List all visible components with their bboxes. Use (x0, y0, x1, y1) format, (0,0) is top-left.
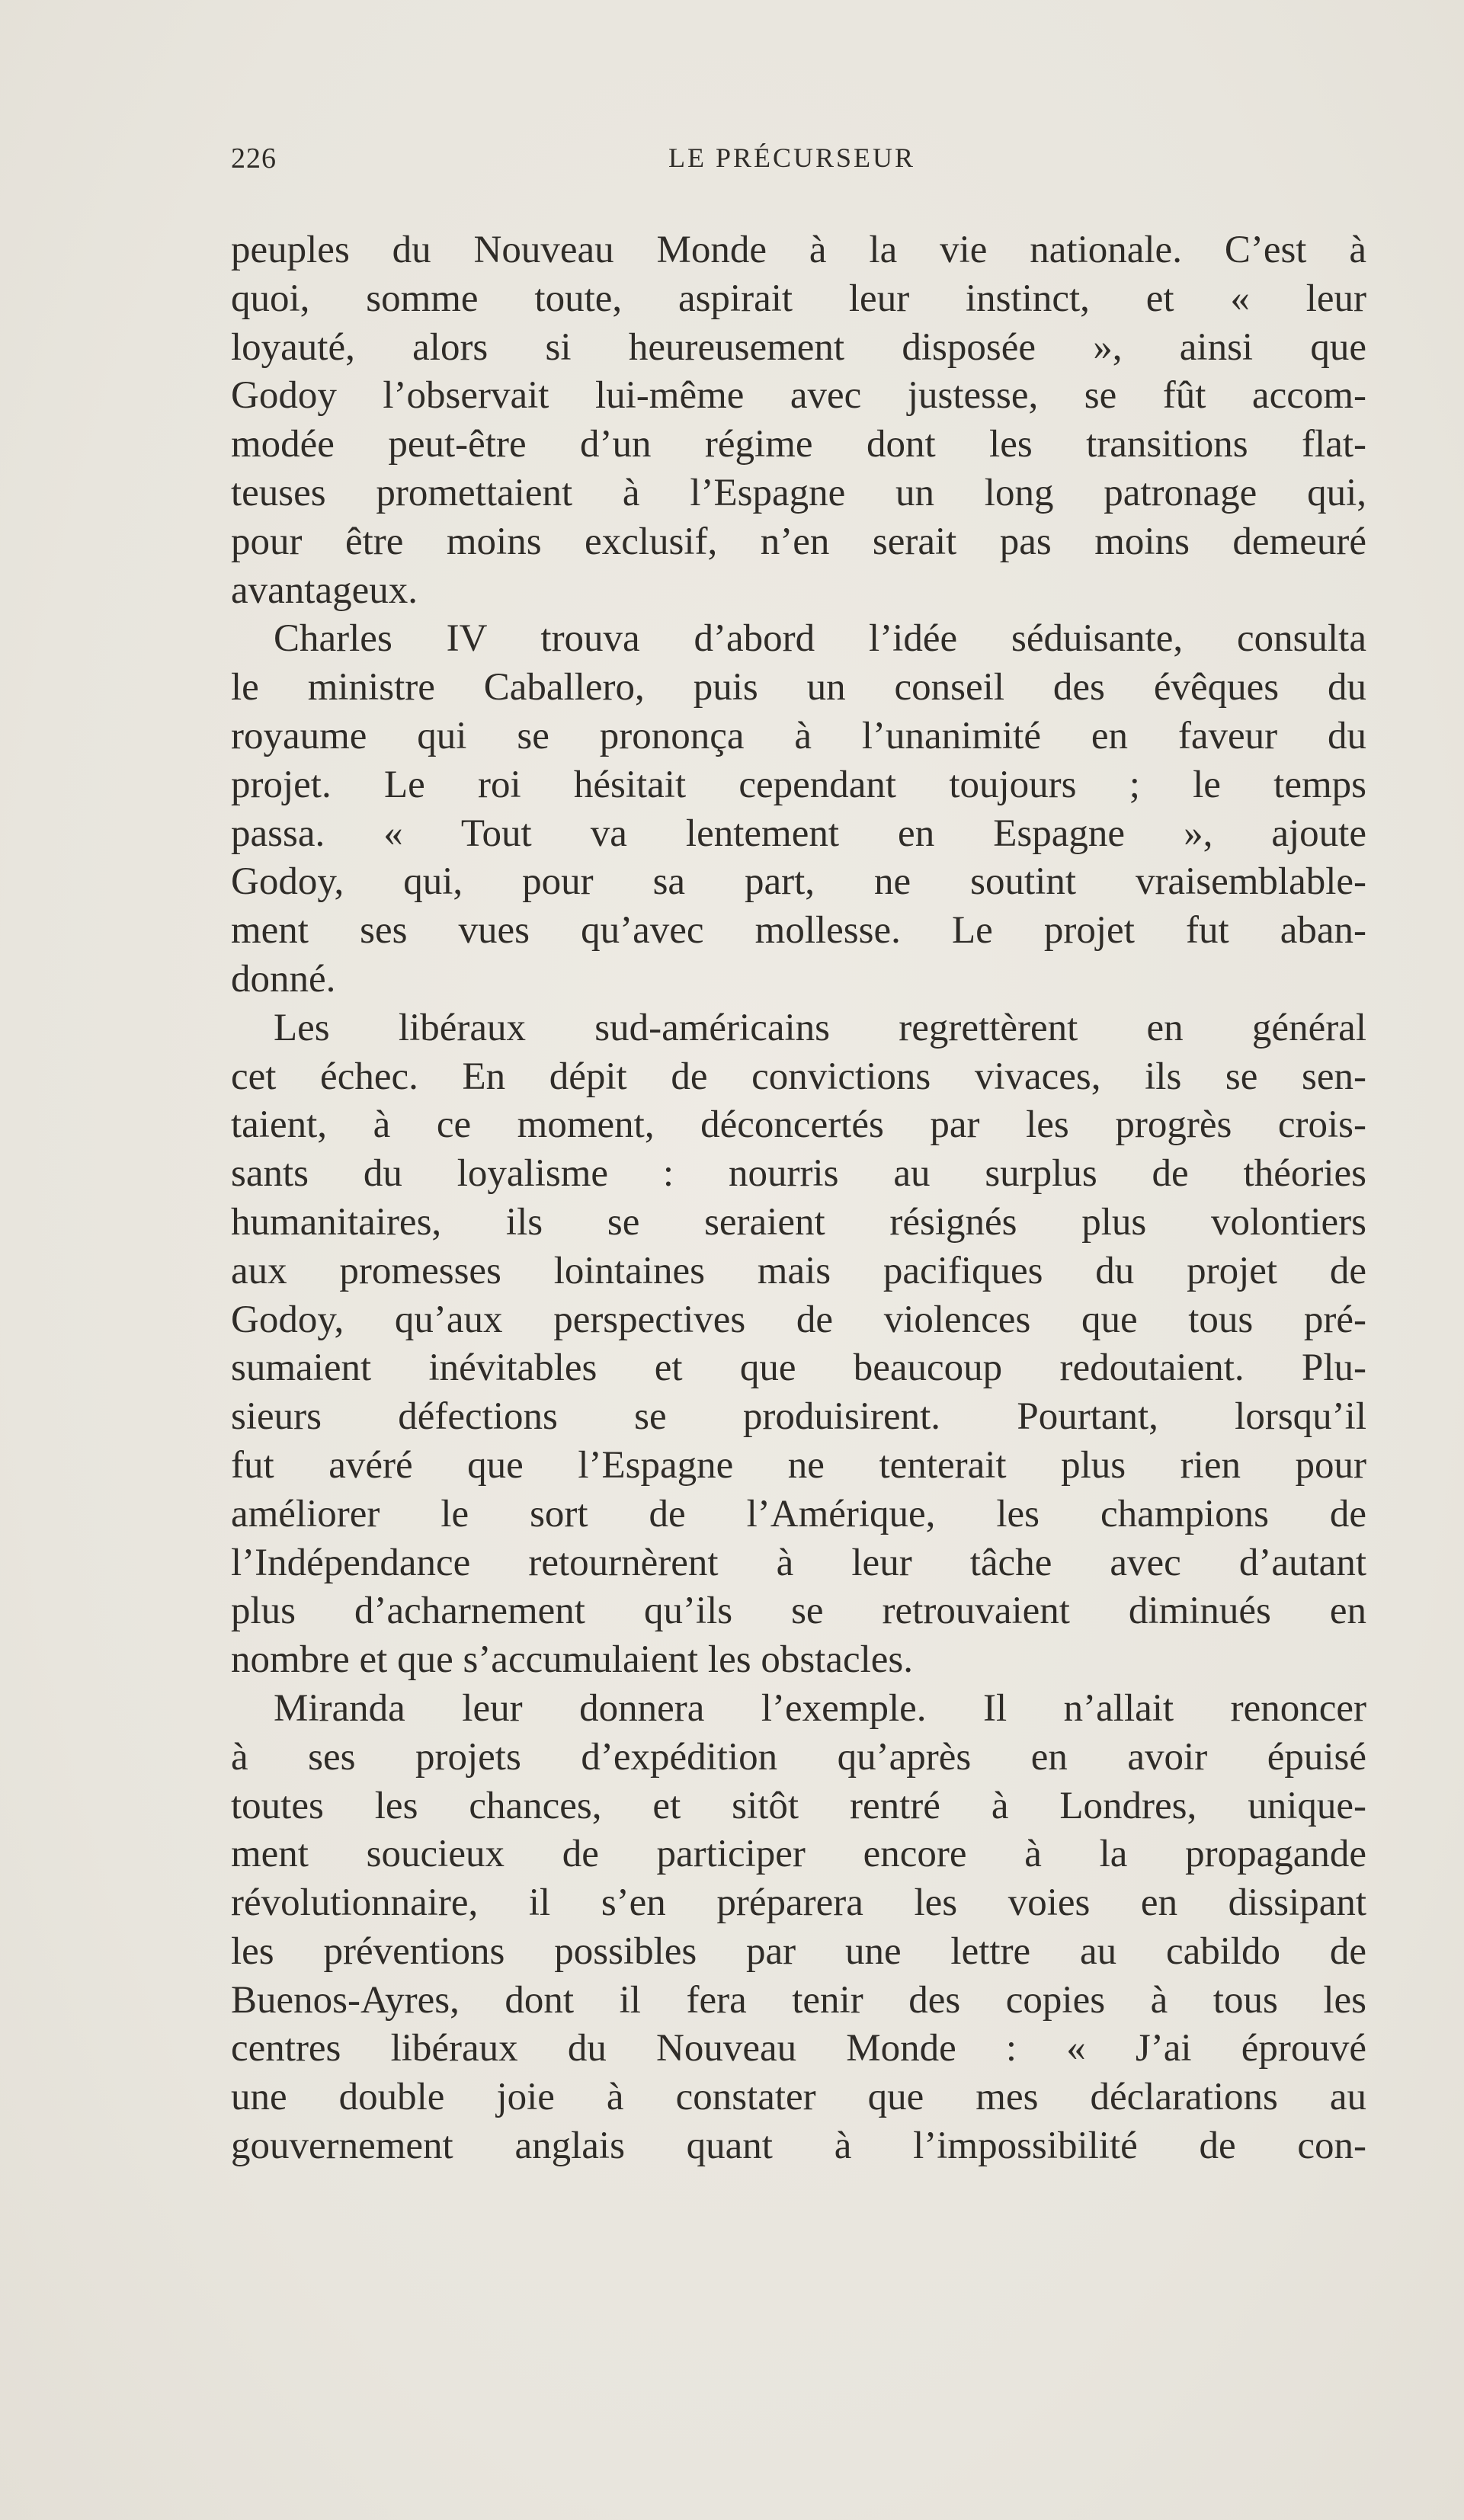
text-line: Miranda leur donnera l’exemple. Il n’allait renoncer (274, 1686, 1366, 1730)
text-line: fut avéré que l’Espagne ne tenterait plus rien pour (231, 1443, 1366, 1487)
text-line: projet. Le roi hésitait cependant toujours ; le temps (231, 763, 1366, 806)
text-line: nombre et que s’accumulaient les obstacles. (231, 1638, 914, 1682)
text-line: améliorer le sort de l’Amérique, les champions de (231, 1492, 1366, 1535)
text-line: les préventions possibles par une lettre au cabildo de (231, 1929, 1366, 1973)
text-line: Buenos-Ayres, dont il fera tenir des copies à tous les (231, 1978, 1366, 2022)
text-line: centres libéraux du Nouveau Monde : « J’ai éprouvé (231, 2027, 1366, 2070)
text-line: taient, à ce moment, déconcertés par les progrès crois- (231, 1103, 1366, 1147)
body-text (231, 226, 1366, 2171)
text-line: révolutionnaire, il s’en préparera les voies en dissipant (231, 1881, 1366, 1925)
text-line: Charles IV trouva d’abord l’idée séduisante, consulta (274, 617, 1366, 661)
page-number: 226 (231, 142, 277, 175)
text-line: plus d’acharnement qu’ils se retrouvaient diminués en (231, 1590, 1366, 1633)
text-line: teuses promettaient à l’Espagne un long patronage qui, (231, 471, 1366, 514)
running-title: LE PRÉCURSEUR (668, 142, 916, 173)
text-line: donné. (231, 957, 336, 1001)
text-line: l’Indépendance retournèrent à leur tâche avec d’autant (231, 1541, 1366, 1584)
text-line: aux promesses lointaines mais pacifiques du projet de (231, 1249, 1366, 1292)
text-line: Godoy, qui, pour sa part, ne soutint vraisemblable- (231, 860, 1366, 904)
text-line: sieurs défections se produisirent. Pourtant, lorsqu’il (231, 1395, 1366, 1439)
text-line: peuples du Nouveau Monde à la vie nationale. C’est à (231, 229, 1366, 271)
text-line: passa. « Tout va lentement en Espagne », ajoute (231, 812, 1366, 855)
text-line: une double joie à constater que mes déclarations au (231, 2076, 1366, 2119)
text-line: loyauté, alors si heureusement disposée », ainsi que (231, 325, 1366, 369)
text-line: sumaient inévitables et que beaucoup redoutaient. Plu- (231, 1346, 1366, 1390)
text-line: pour être moins exclusif, n’en serait pas moins demeuré (231, 520, 1366, 563)
page-header (231, 142, 1366, 187)
text-line: le ministre Caballero, puis un conseil des évêques du (231, 666, 1366, 709)
text-line: Les libéraux sud-américains regrettèrent en général (274, 1006, 1366, 1049)
text-line: gouvernement anglais quant à l’impossibilité de con- (231, 2125, 1366, 2168)
text-line: sants du loyalisme : nourris au surplus de théories (231, 1152, 1366, 1196)
text-line: toutes les chances, et sitôt rentré à Londres, unique- (231, 1784, 1366, 1827)
text-line: quoi, somme toute, aspirait leur instinct, et « leur (231, 277, 1366, 320)
text-line: avantageux. (231, 568, 418, 612)
text-line: cet échec. En dépit de convictions vivaces, ils se sen- (231, 1055, 1366, 1098)
text-line: royaume qui se prononça à l’unanimité en faveur du (231, 714, 1366, 757)
text-line: Godoy, qu’aux perspectives de violences que tous pré- (231, 1298, 1366, 1341)
text-line: humanitaires, ils se seraient résignés plus volontiers (231, 1200, 1366, 1244)
text-line: ment soucieux de participer encore à la propagande (231, 1833, 1366, 1876)
text-line: ment ses vues qu’avec mollesse. Le projet fut aban- (231, 909, 1366, 953)
text-line: Godoy l’observait lui-même avec justesse, se fût accom- (231, 374, 1366, 418)
text-line: modée peut-être d’un régime dont les transitions flat- (231, 423, 1366, 466)
text-line: à ses projets d’expédition qu’après en avoir épuisé (231, 1735, 1366, 1779)
